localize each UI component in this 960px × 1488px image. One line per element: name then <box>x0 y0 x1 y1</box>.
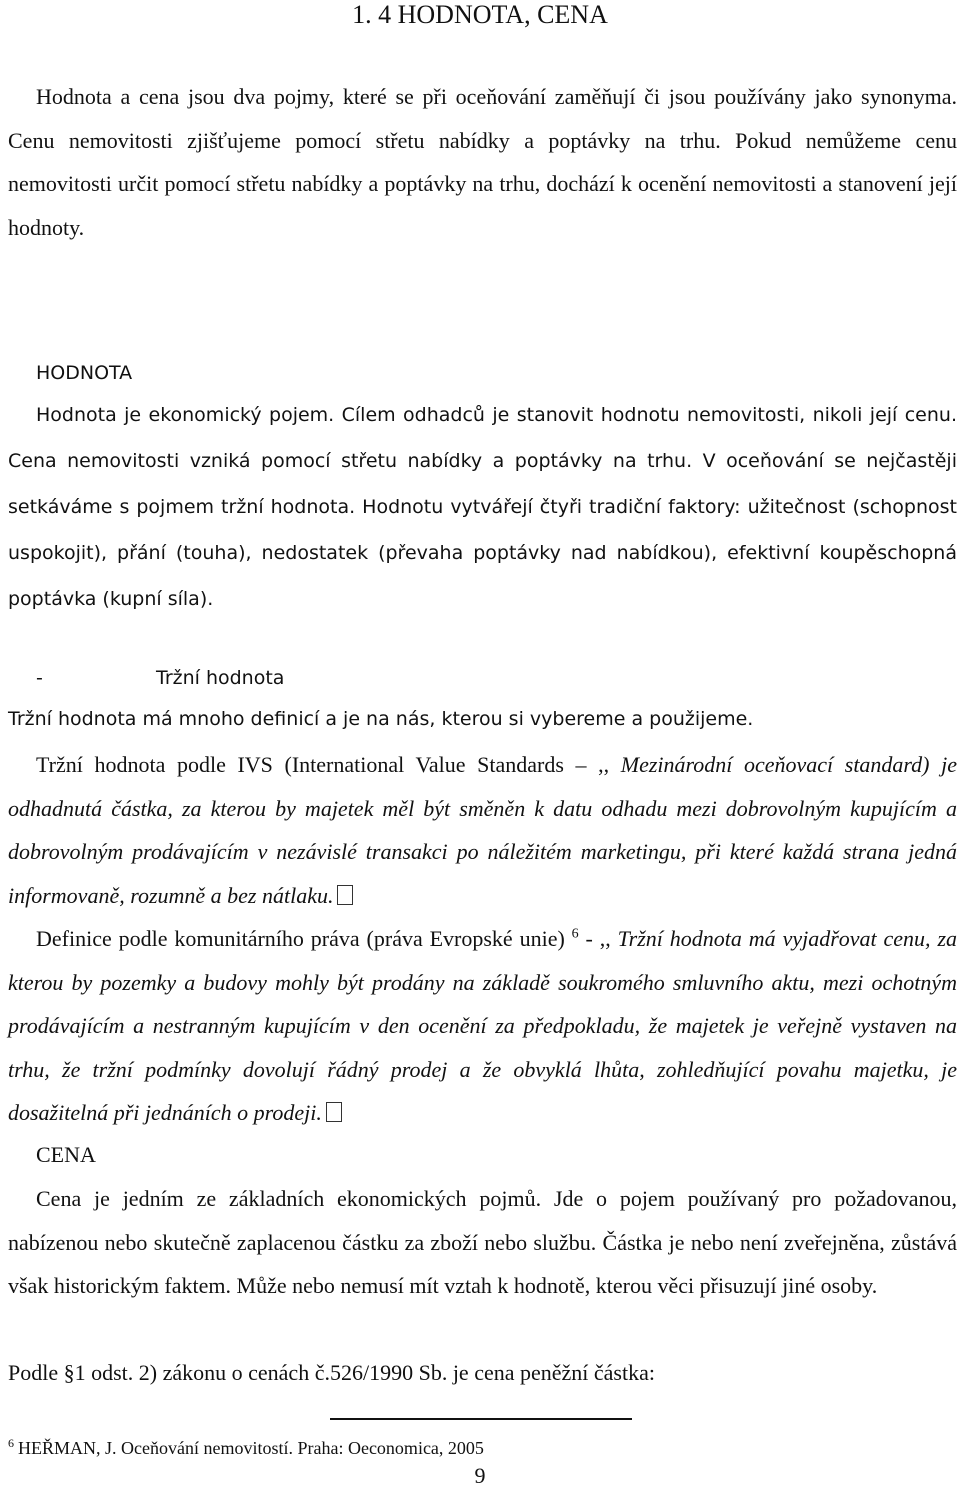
intro-paragraph <box>8 75 957 249</box>
cena-law-reference: Podle §1 odst. 2) zákonu o cenách č.526/1990 Sb. je cena peněžní částka: <box>8 1360 655 1385</box>
section-heading: 1. 4 HODNOTA, CENA <box>352 0 608 29</box>
trzni-hodnota-heading: Tržní hodnota <box>156 667 285 689</box>
cena-paragraph <box>8 1177 957 1308</box>
footnote-number: 6 <box>8 1436 14 1450</box>
eu-definition <box>8 917 957 1135</box>
eu-dash-text: - ,, <box>578 926 611 951</box>
ivs-definition <box>8 743 957 917</box>
page-number: 9 <box>474 1463 486 1488</box>
list-bullet: - <box>36 667 43 689</box>
footnote <box>8 1437 484 1459</box>
cena-heading: CENA <box>36 1142 96 1167</box>
missing-glyph-box <box>326 1102 342 1122</box>
eu-lead-text: Definice podle komunitárního práva (práva Evropské unie) <box>36 926 565 951</box>
hodnota-paragraph <box>8 392 957 622</box>
footnote-text: HEŘMAN, J. Oceňování nemovitostí. Praha: Oeconomica, 2005 <box>18 1438 484 1458</box>
intro-text: Hodnota a cena jsou dva pojmy, které se při oceňování zaměňují či jsou používány jako synonyma. Cenu nemovitosti zjišťujeme pomocí střetu nabídky a poptávky na trhu. Pokud nemůžeme cenu nemovitosti určit pomocí střetu nabídky a poptávky na trhu, dochází k ocenění nemovitosti a stanovení její hodnoty. <box>8 84 957 240</box>
ivs-lead-text: Tržní hodnota podle IVS (International Value Standards – ,, <box>36 752 610 777</box>
hodnota-text: Hodnota je ekonomický pojem. Cílem odhadců je stanovit hodnotu nemovitosti, nikoli její cenu. Cena nemovitosti vzniká pomocí střetu nabídky a poptávky na trhu. V oceňování se nejčastěji setkáváme s pojmem tržní hodnota. Hodnotu vytvářejí čtyři tradiční faktory: užitečnost (schopnost uspokojit), přání (touha), nedostatek (převaha poptávky nad nabídkou), efektivní koupěschopná poptávka (kupní síla). <box>8 404 957 610</box>
hodnota-heading: HODNOTA <box>36 362 133 384</box>
footnote-reference: 6 <box>571 926 579 942</box>
ivs-definition-text: Mezinárodní oceňovací standard) je odhadnutá částka, za kterou by majetek měl být směněn k datu odhadu mezi dobrovolným kupujícím a dobrovolným prodávajícím v nezávislé transakci po náležitém marketingu, při které každá strana jedná informovaně, rozumně a bez nátlaku. <box>8 752 957 908</box>
missing-glyph-box <box>337 885 353 905</box>
footnote-separator <box>330 1418 632 1420</box>
eu-definition-text: Tržní hodnota má vyjadřovat cenu, za kterou by pozemky a budovy mohly být prodány na základě soukromého smluvního aktu, mezi ochotným prodávajícím a nestranným kupujícím v den ocenění za předpokladu, že majetek je veřejně vystaven na trhu, že tržní podmínky dovolují řádný prodej a že obvyklá lhůta, zohledňující povahu majetku, je dosažitelná při jednáních o prodeji. <box>8 926 958 1125</box>
cena-text: Cena je jedním ze základních ekonomických pojmů. Jde o pojem používaný pro požadovanou, nabízenou nebo skutečně zaplacenou částku za zboží nebo službu. Částka je nebo není zveřejněna, zůstává však historickým faktem. Může nebo nemusí mít vztah k hodnotě, kterou věci přisuzují jiné osoby. <box>8 1186 957 1298</box>
trzni-hodnota-intro: Tržní hodnota má mnoho definicí a je na nás, kterou si vybereme a použijeme. <box>8 708 754 730</box>
